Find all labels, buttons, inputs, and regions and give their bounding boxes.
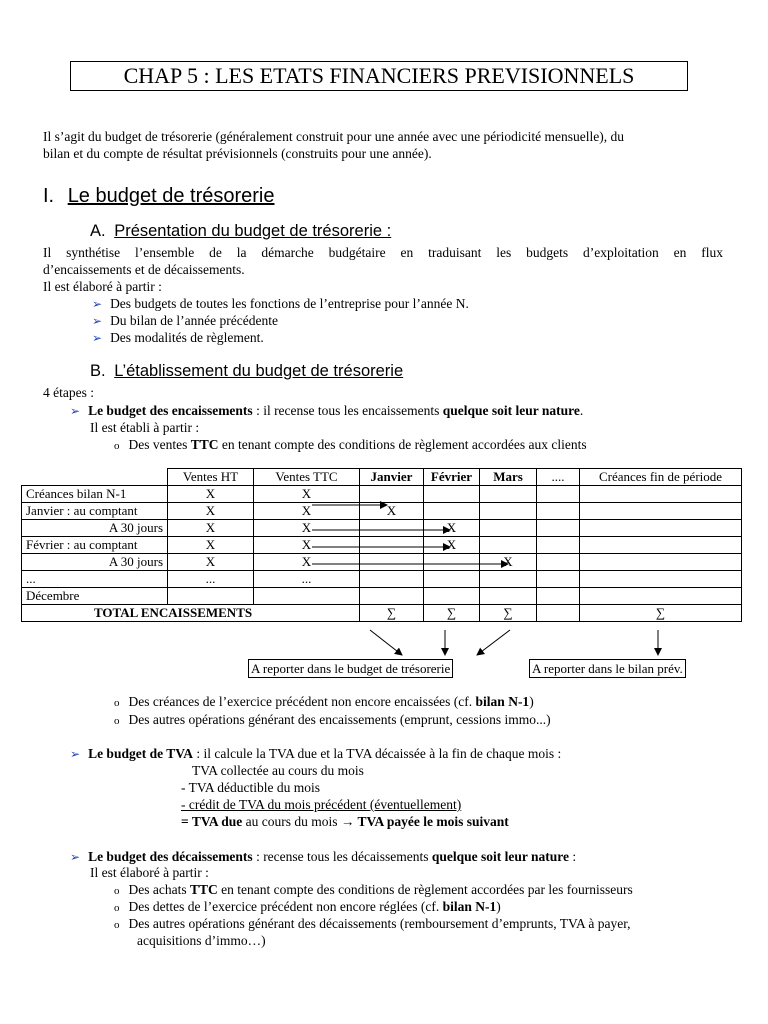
- list-item: o Des créances de l’exercice précédent non encore encaissées (cf. bilan N-1): [114, 694, 534, 709]
- table-cell: ...: [254, 571, 360, 588]
- tva-line-1: TVA collectée au cours du mois: [192, 763, 364, 778]
- arrow-bullet-icon: ➢: [70, 850, 81, 864]
- intro-line-1: Il s’agit du budget de trésorerie (généralement construit pour une année avec une périodicité mensuelle), du: [43, 129, 625, 144]
- section-number: I.: [43, 185, 55, 207]
- report-bilan-box: A reporter dans le bilan prév.: [529, 659, 686, 678]
- tva-line-4: = TVA due au cours du mois → TVA payée le mois suivant: [181, 814, 509, 829]
- circle-bullet-icon: o: [114, 697, 120, 709]
- table-cell: X: [254, 520, 360, 537]
- sigma-cell: ∑: [360, 605, 424, 622]
- arrow-line: [477, 630, 510, 655]
- steps-label: 4 étapes :: [43, 385, 94, 400]
- table-cell: X: [254, 503, 360, 520]
- table-header: Ventes HT: [168, 469, 254, 486]
- subsection-b-title: L’établissement du budget de trésorerie: [114, 362, 404, 380]
- table-cell: A 30 jours: [22, 554, 168, 571]
- subsection-a-para-3: Il est élaboré à partir :: [43, 279, 162, 294]
- arrow-bullet-icon: ➢: [92, 314, 103, 328]
- subsection-a-para-1: Il synthétise l’ensemble de la démarche budgétaire en traduisant les budgets d’exploitation en flux: [43, 245, 723, 260]
- sigma-cell: ∑: [580, 605, 742, 622]
- table-cell: X: [168, 520, 254, 537]
- list-item: o Des dettes de l’exercice précédent non encore réglées (cf. bilan N-1): [114, 899, 501, 914]
- table-cell: A 30 jours: [22, 520, 168, 537]
- decaissements-heading: ➢ Le budget des décaissements : recense tous les décaissements quelque soit leur nature :: [70, 849, 577, 864]
- tva-heading: ➢ Le budget de TVA : il calcule la TVA due et la TVA décaissée à la fin de chaque mois :: [70, 746, 562, 761]
- list-item: ➢ Des budgets de toutes les fonctions de l’entreprise pour l’année N.: [92, 296, 469, 311]
- table-cell: X: [254, 537, 360, 554]
- table-cell: ...: [168, 571, 254, 588]
- table-cell: X: [168, 537, 254, 554]
- subsection-a-title: Présentation du budget de trésorerie :: [114, 222, 392, 240]
- table-cell: X: [480, 554, 537, 571]
- arrow-bullet-icon: ➢: [70, 404, 81, 418]
- table-cell: Février : au comptant: [22, 537, 168, 554]
- table-cell: ...: [22, 571, 168, 588]
- page-title: CHAP 5 : LES ETATS FINANCIERS PREVISIONNELS: [70, 61, 688, 91]
- tva-line-2: - TVA déductible du mois: [181, 780, 320, 795]
- table-cell: X: [168, 503, 254, 520]
- encaissements-sub: Il est établi à partir :: [90, 420, 200, 435]
- table-cell: X: [254, 554, 360, 571]
- circle-bullet-icon: o: [114, 440, 120, 452]
- list-item: ➢ Du bilan de l’année précédente: [92, 313, 278, 328]
- table-cell: Décembre: [22, 588, 168, 605]
- sigma-cell: ∑: [480, 605, 537, 622]
- list-item: o Des achats TTC en tenant compte des conditions de règlement accordées par les fournisseurs: [114, 882, 633, 897]
- total-label: TOTAL ENCAISSEMENTS: [22, 605, 360, 622]
- list-item: o Des autres opérations générant des décaissements (remboursement d’emprunts, TVA à payer,: [114, 916, 631, 931]
- table-cell: Janvier : au comptant: [22, 503, 168, 520]
- table-cell: X: [168, 486, 254, 503]
- circle-bullet-icon: o: [114, 902, 120, 914]
- list-item: ➢ Des modalités de règlement.: [92, 330, 264, 345]
- right-arrow-icon: →: [340, 814, 355, 829]
- table-header: Ventes TTC: [254, 469, 360, 486]
- table-header: Février: [424, 469, 480, 486]
- list-item-continuation: acquisitions d’immo…): [137, 933, 266, 948]
- table-cell: X: [254, 486, 360, 503]
- list-item: o Des autres opérations générant des encaissements (emprunt, cessions immo...): [114, 712, 551, 727]
- table-header: Créances fin de période: [580, 469, 742, 486]
- intro-line-2: bilan et du compte de résultat prévisionnels (construits pour une année).: [43, 146, 432, 161]
- encaissements-heading: ➢ Le budget des encaissements : il recense tous les encaissements quelque soit leur nature.: [70, 403, 584, 418]
- circle-bullet-icon: o: [114, 885, 120, 897]
- table-header: Janvier: [360, 469, 424, 486]
- table-cell: X: [424, 520, 480, 537]
- circle-bullet-icon: o: [114, 919, 120, 931]
- circle-bullet-icon: o: [114, 715, 120, 727]
- table-cell: Créances bilan N-1: [22, 486, 168, 503]
- table-cell: X: [360, 503, 424, 520]
- table-header: ....: [537, 469, 580, 486]
- arrow-line: [370, 630, 402, 655]
- table-cell: X: [424, 537, 480, 554]
- sigma-cell: ∑: [424, 605, 480, 622]
- arrow-bullet-icon: ➢: [92, 331, 103, 345]
- tva-line-3: - crédit de TVA du mois précédent (éventuellement): [181, 797, 462, 812]
- subsection-b-letter: B.: [90, 362, 106, 380]
- subsection-a-para-2: d’encaissements et de décaissements.: [43, 262, 245, 277]
- decaissements-sub: Il est élaboré à partir :: [90, 865, 209, 880]
- table-header: Mars: [480, 469, 537, 486]
- subsection-a-letter: A.: [90, 222, 106, 240]
- section-title: Le budget de trésorerie: [67, 185, 275, 207]
- table-cell: X: [168, 554, 254, 571]
- arrow-bullet-icon: ➢: [70, 747, 81, 761]
- arrow-bullet-icon: ➢: [92, 297, 103, 311]
- list-item: o Des ventes TTC en tenant compte des conditions de règlement accordées aux clients: [114, 437, 587, 452]
- report-tresorerie-box: A reporter dans le budget de trésorerie: [248, 659, 453, 678]
